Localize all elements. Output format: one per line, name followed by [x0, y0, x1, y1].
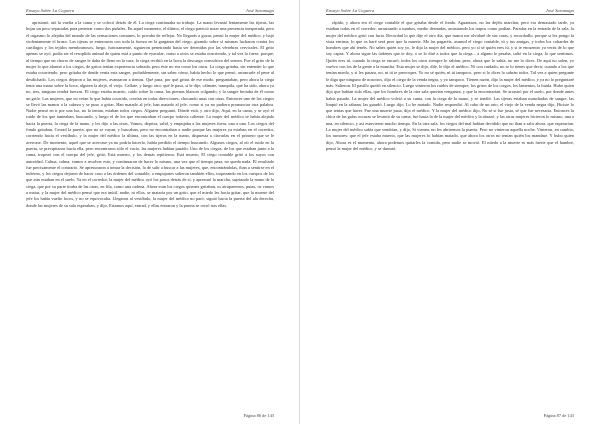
page-number: Página 87 de 143 — [543, 413, 574, 418]
header-title: Ensayo Sobre La Ceguera — [26, 8, 75, 13]
page-number: Página 86 de 143 — [243, 413, 274, 418]
header-title: Ensayo Sobre La Ceguera — [326, 8, 375, 13]
right-page — [300, 0, 600, 424]
paragraph: aprisionó, ató la vuelta a la cama y se colocó detrás de él. La ciega continuaba su trabajo. La mano levantó lentamente las tijeras, las hojas un poco separadas para penetrar como dos puñales. En aquel momento, el último, el ciego pareció notar una presencia inesperada, pero el orgasmo lo alejaba del mundo de las sensaciones comunes, lo privaba de reflejar. No llegarás a gozar, pensó la mujer del médico, y bajó violentamente el brazo. Las tijeras se enterraron con toda la fuerza en la garganta del ciego, girando sobre sí mismas lucharon contra los cartílagos y los tejidos membranosos, luego, furiosamente, siguieron penetrando hasta ser detenidas por las vértebras cervicales. El grito apenas se oyó, podía ser el resoplido animal de quien está a punto de eyacular, como a otros se estaba ocurriendo, y tal vez lo fuese, porque, al tiempo que un chorro de sangre le daba de lleno en la cara, la ciega recibió en la boca la descarga convulsiva del semen. Fue el grito de la mujer lo que alarmó a los ciegos, de gritos tenían experiencia sobrada, pero éste no era como los otros. La ciega gritaba, sin entender lo que estaba ocurriendo, pero gritaba de donde venía esta sangre, probablemente, sin saber cómo, había hecho lo que pensó, arrancarle el pene al desdichado. Los ciegos dejaron a las mujeres, avanzaron a tientas. Qué pasa, por qué gritas de ese modo, preguntaban, pero ahora la ciega tenía una mano sobre la boca, alguien la alejó, el viejo. Callate, y luego otro: qué le pasa, si le dije, cálmate, tranquila, qué ha sido, ahora ya no, tres, ninguno tendrá fuerzas. El ciego estaba muerto, caído sobre la cama, las piernas blancas colgando, y la sangre brotaba de él como un grifo. Las mujeres, que no veían lo que había ocurrido, corrían en todas direcciones, chocando unas con otras. Entonces uno de los ciegos se llevó las manos a la cabeza y se puso a gritar, Han matado al jefe, han matado al jefe, como si ya no pudiera pronunciar otra palabra. Nadie pensó en ir por una luz, no la tenían, estaban todos ciegos. Alguien preguntó, Dónde está, y otro dijo, Aquí, en la cama, y se oyó el ruido de los que tanteaban, buscando, y luego el de los que encontraban el cuerpo todavía caliente. La mujer del médico se había alejado hacia la puerta, la ciega de la mano, y les dijo a las otras, Vamos, deprisa, salid, y empujaba a las mujeres fuera, una a una. Los ciegos del fondo gritaban, Cerrad la puerta, que no se vayan, y buscaban, pero no encontraban a nadie porque las mujeres ya estaban en el corredor, corriendo hacia el vestíbulo, y la mujer del médico la última, con las tijeras en la mano, dispuesta a clavarlas en el primero que se le acercase. De momento, aquel que se acercase ya no podría hacerlo, había perdido el tiempo buscando. Algunos ciegos, al oír el ruido en la puerta, se precipitaron hacia ella, pero encontraron sólo el vacío, las mujeres habían pasado. Uno de los ciegos, de los que estaban junto a la cama, tropezó con el cuerpo del jefe, gritó, Está muerto, y los demás repitieron, Está muerto, El ciego contable gritó a los suyos con autoridad, Calma, calma, vamos a resolver esto, y continuaron de hacer lo mismo, una vez que el tiempo pasa, no queda nada. El resultado fue precisamente el contrario. Se apresuraron a tomar la decisión, la de salir a buscar a las mujeres, que, encontrándolas, iban a sentirse en el infierno, y los ciegos dejaron de hacer caso a las órdenes del contable, a empujones salieron también ellos, tropezando en los cuerpos de los que aún estaban en el suelo. Ya en el corredor, la mujer del médico oyó los pasos detrás de sí, y apresuró la marcha, sujetando la mano de la ciega, que por su parte tiraba de las otras, en fila, como una cadena. Ahora eran los ciegos quienes gritaban, os atraparemos, putas, os vamos a matar, y la mujer del médico pensó que era inútil, nadie, ni ellos, se mataría por un grito, que el miedo les hacía gritar, que la muerte del jefe los había vuelto locos, y no se equivocaba. Llegaron al vestíbulo, la mujer del médico no paró, siguió hacia la puerta del ala derecha, donde las mujeres de su sala esperaban, y dijo, Estamos aquí, entrad, y ellas entraron y la puerta se cerró tras ellas. — [26, 20, 274, 208]
paragraph: rápido, y ahora era el ciego contable el que gritaba desde el fondo. Aguantaos, no las dejéis marchar, pero era demasiado tarde, ya estaban todas en el corredor, arrastrando a tumbos, medio desnudas, arrastrando los trapos como podían. Paradas en la entrada de la sala, la mujer del médico gritó con furia. Recordad lo que dije el otro día, que nunca me olvidaré de sus caras, y recordadlo, porque si les pongo la vista encima, lo que os haré será peor que la muerte. Me las pagaréis, asumid el ciego contable, tú y tus amigas, y todos los cobardes de hombres que ahí tenéis. No sabes quién soy yo, le dijo la mujer del médico, pero yo sí sé quién eres tú, y si te encuentro ya verás de lo que soy capaz. Y ahora sigue las órdenes que te doy, o se lo diré a todos que la ciega... a alguno le pesaba, salió en la ciega, lo que sentimos. Quién eres tú, cuando la ciega se encaró, todos los otros siempre lo sabían, pero, ahora que lo sabía, no me lo dices. De aquí no salen, yo vuelvo con los de la gente a la mancha. Esta mujer se dijo, dile, le dijo el médico. Ni con cuidado, no se lo tienes que decir, cuando a los que tenían miedo, y si les pasara, no, ni tú te preocupes. Yo no sé quién, ni tú tampoco, pero si lo dices lo sabrán todos. Tal vez a quien pregunte le diga que ninguno de nosotros, dijo el ciego de la venda negra, y yo tampoco. Tienen razón, dijo la mujer del médico, y ya no lo preguntaré más. Salieron. El pasillo quedó en silencio. Luego vinieron los ruidos de siempre, los gritos de los ciegos, los lamentos, la huida. Hubo quien dijo que habían sido ellas, que los hombres de la otra sala querían venganza, y que la encontrarían. Se arrastró por el suelo, por donde antes había pasado. La mujer del médico volvió a su cama, con la ciega de la mano, y se tendió. Las tijeras estaban manchadas de sangre, las limpió en la sábana, las guardó. Luego dijo, Lo he matado. Nadie respondió. Al cabo de un rato, el viejo de la venda negra dijo, Hiciste lo que tenías que hacer. Fue una muerte justa, dijo el médico. Y la mujer del médico dijo, No sé si fue justa, sé que fue necesaria. Entonces la chica de las gafas oscuras se levantó de su cama, fue hasta la de la mujer del médico y la abrazó, y las otras mujeres hicieron lo mismo, una a una, en silencio, y así estuvieron mucho tiempo. En la otra sala, los ciegos del mal habían decidido que no iban a salir ahora, que esperarían. La mujer del médico sabía que vendrían, y dijo, Si vienen, no les abriremos la puerta. Pero no vinieron aquella noche. Vinieron, en cambio, los rumores: que el jefe estaba muerto, que las mujeres lo habían matado, que ahora los otros no tenían quién los mandase. Y hubo quien dijo, Ahora es el momento, ahora podemos quitarles la comida, pero nadie se movió. El miedo a la muerte es más fuerte que el hambre, pensó la mujer del médico, y se durmió. — [326, 20, 574, 151]
body-text — [26, 20, 274, 408]
page-header — [26, 8, 274, 15]
header-author: José Saramago — [545, 8, 574, 13]
header-author: José Saramago — [245, 8, 274, 13]
page-header — [326, 8, 574, 15]
body-text — [326, 20, 574, 408]
